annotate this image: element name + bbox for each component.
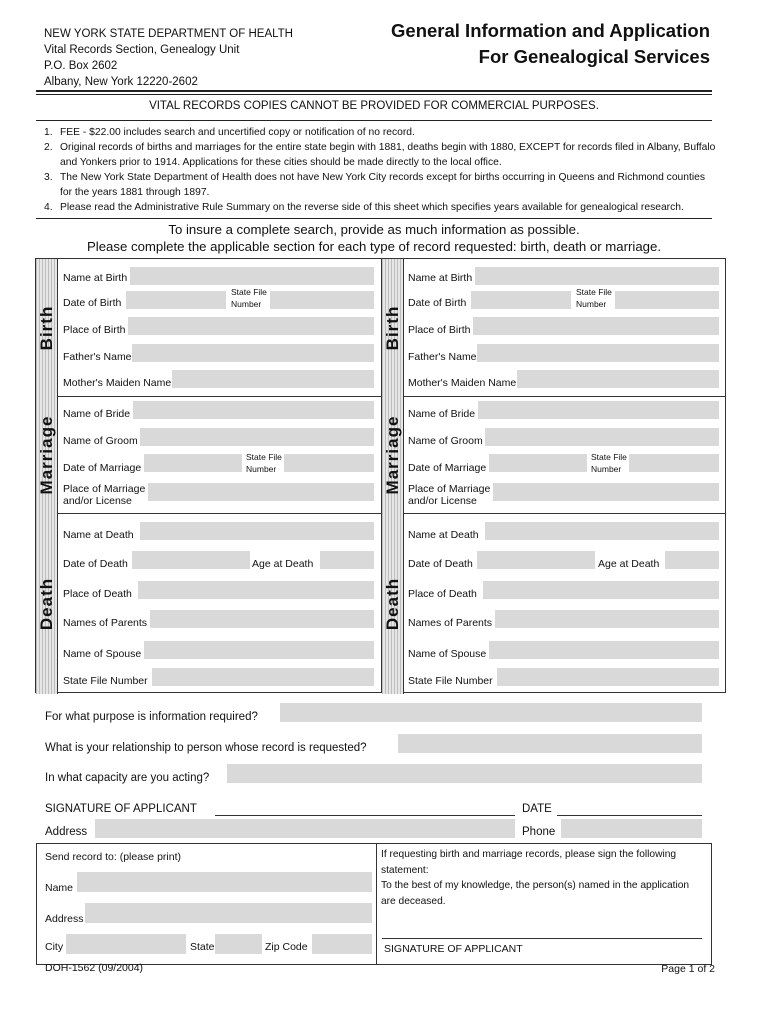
marriage-state-file-input[interactable] — [284, 454, 374, 472]
applicant-signature-line[interactable] — [215, 801, 515, 816]
state-file-number-label: State File Number — [408, 675, 493, 687]
age-at-death-input[interactable] — [665, 551, 719, 569]
form-title — [391, 18, 710, 70]
form-title-line2: For Genealogical Services — [478, 46, 710, 67]
name-of-spouse-label: Name of Spouse — [408, 648, 487, 660]
place-of-death-label: Place of Death — [408, 588, 477, 600]
date-of-marriage-label: Date of Marriage — [408, 462, 487, 474]
date-of-death-label: Date of Death — [408, 558, 473, 570]
phone-label: Phone — [522, 826, 556, 838]
form-title-line1: General Information and Application — [391, 20, 710, 41]
state-file-label: State File — [231, 287, 267, 297]
date-of-death-label: Date of Death — [63, 558, 128, 570]
instruction-item: 4. Please read the Administrative Rule Summary on the reverse side of this sheet which specifies years available for genealogical research. — [44, 202, 684, 213]
name-of-bride-input[interactable] — [133, 401, 374, 419]
mothers-maiden-name-input[interactable] — [172, 370, 374, 388]
instruction-item: 3. The New York State Department of Health does not have New York City records except for births occurring in Queens and Richmond counties for the years 1881 through 1897. — [44, 172, 706, 198]
fathers-name-input[interactable] — [477, 344, 719, 362]
name-at-death-input[interactable] — [485, 522, 719, 540]
marriage-band-left — [36, 396, 58, 513]
date-of-birth-label: Date of Birth — [63, 297, 122, 309]
birth-label: Birth — [36, 305, 56, 350]
agency-name: NEW YORK STATE DEPARTMENT OF HEALTH — [44, 28, 293, 40]
place-of-marriage-label: Place of Marriage and/or License — [408, 483, 491, 507]
date-label: DATE — [522, 803, 552, 815]
name-at-birth-input[interactable] — [475, 267, 719, 285]
send-name-input[interactable] — [77, 872, 372, 892]
relationship-question: What is your relationship to person whose record is requested? — [45, 742, 367, 754]
relationship-input[interactable] — [398, 734, 702, 753]
send-address-input[interactable] — [85, 903, 372, 923]
instruction-item: 2. Original records of births and marriages for the entire state begin with 1881, deaths begin with 1880, EXCEPT for records filed in Albany, Buffalo and Yonkers prior to 1914. Applications for these cities should be made directly to the local office. — [44, 142, 716, 168]
instructions-list — [36, 125, 716, 215]
mothers-maiden-name-input[interactable] — [517, 370, 719, 388]
name-of-groom-input[interactable] — [140, 428, 374, 446]
deceased-signature-line[interactable] — [382, 921, 702, 939]
send-record-divider — [376, 843, 377, 965]
name-of-spouse-label: Name of Spouse — [63, 648, 142, 660]
place-of-marriage-input[interactable] — [148, 483, 374, 501]
birth-state-file-input[interactable] — [615, 291, 719, 309]
mothers-maiden-name-label: Mother's Maiden Name — [63, 377, 172, 389]
state-file-number-label: Number — [246, 464, 277, 474]
marriage-label: Marriage — [382, 415, 402, 494]
instruction-item: 1. FEE - $22.00 includes search and uncertified copy or notification of no record. — [44, 127, 415, 138]
capacity-input[interactable] — [227, 764, 702, 783]
page-number: Page 1 of 2 — [661, 963, 715, 975]
place-of-death-label: Place of Death — [63, 588, 132, 600]
place-of-birth-label: Place of Birth — [408, 324, 471, 336]
send-city-label: City — [45, 941, 64, 953]
death-label: Death — [36, 577, 56, 630]
fathers-name-input[interactable] — [132, 344, 374, 362]
state-file-label: State File — [246, 452, 282, 462]
place-of-marriage-input[interactable] — [493, 483, 719, 501]
send-city-input[interactable] — [66, 934, 186, 954]
date-of-birth-label: Date of Birth — [408, 297, 467, 309]
date-of-death-input[interactable] — [477, 551, 595, 569]
birth-band-left — [36, 259, 58, 396]
date-of-marriage-label: Date of Marriage — [63, 462, 142, 474]
date-line[interactable] — [557, 801, 702, 816]
search-note — [36, 221, 712, 255]
name-of-groom-label: Name of Groom — [63, 435, 138, 447]
instructions-rule — [36, 218, 712, 219]
name-of-groom-input[interactable] — [485, 428, 719, 446]
names-of-parents-input[interactable] — [150, 610, 374, 628]
deceased-statement: If requesting birth and marriage records, please sign the following statement: To the best of my knowledge, the person(s) named in the application are deceased. — [381, 849, 690, 907]
name-at-birth-label: Name at Birth — [408, 272, 473, 284]
agency-unit: Vital Records Section, Genealogy Unit — [44, 44, 240, 56]
address-label: Address — [45, 826, 88, 838]
birth-band-right — [382, 259, 404, 396]
mothers-maiden-name-label: Mother's Maiden Name — [408, 377, 517, 389]
marriage-label: Marriage — [36, 415, 56, 494]
death-band-left — [36, 513, 58, 694]
marriage-state-file-input[interactable] — [629, 454, 719, 472]
commercial-notice: VITAL RECORDS COPIES CANNOT BE PROVIDED FOR COMMERCIAL PURPOSES. — [149, 100, 599, 112]
name-at-death-input[interactable] — [140, 522, 374, 540]
place-of-marriage-label: Place of Marriage and/or License — [63, 483, 146, 507]
name-of-spouse-input[interactable] — [489, 641, 719, 659]
age-at-death-input[interactable] — [320, 551, 374, 569]
fathers-name-label: Father's Name — [63, 351, 132, 363]
applicant-signature-label: SIGNATURE OF APPLICANT — [45, 803, 197, 815]
age-at-death-label: Age at Death — [598, 558, 660, 570]
state-file-number-label: Number — [591, 464, 622, 474]
date-of-birth-input[interactable] — [126, 291, 226, 309]
form-id: DOH-1562 (09/2004) — [45, 962, 144, 974]
send-record-heading: Send record to: (please print) — [45, 851, 181, 863]
place-of-death-input[interactable] — [138, 581, 374, 599]
search-note-line1: To insure a complete search, provide as much information as possible. — [168, 222, 580, 237]
agency-po-box: P.O. Box 2602 — [44, 60, 118, 72]
names-of-parents-label: Names of Parents — [408, 617, 493, 629]
place-of-birth-input[interactable] — [473, 317, 719, 335]
marriage-band-right — [382, 396, 404, 513]
section-divider — [36, 513, 725, 514]
place-of-birth-input[interactable] — [128, 317, 374, 335]
search-note-line2: Please complete the applicable section for each type of record requested: birth, death or marriage. — [87, 239, 661, 254]
capacity-question: In what capacity are you acting? — [45, 772, 210, 784]
agency-address — [44, 26, 293, 90]
fathers-name-label: Father's Name — [408, 351, 477, 363]
death-state-file-input[interactable] — [497, 668, 719, 686]
notice-rule — [36, 120, 712, 121]
purpose-input[interactable] — [280, 703, 702, 722]
death-band-right — [382, 513, 404, 694]
name-at-birth-input[interactable] — [130, 267, 374, 285]
state-file-number-label: Number — [231, 299, 262, 309]
state-file-label: State File — [591, 452, 627, 462]
name-of-groom-label: Name of Groom — [408, 435, 483, 447]
send-state-label: State — [190, 941, 215, 953]
header-rule — [36, 90, 712, 92]
birth-state-file-input[interactable] — [270, 291, 374, 309]
name-of-spouse-input[interactable] — [144, 641, 374, 659]
header-rule-thin — [36, 94, 712, 95]
name-of-bride-input[interactable] — [478, 401, 719, 419]
place-of-birth-label: Place of Birth — [63, 324, 126, 336]
name-at-death-label: Name at Death — [63, 529, 134, 541]
send-zip-label: Zip Code — [265, 941, 308, 953]
record-sections-grid — [35, 258, 726, 693]
send-name-label: Name — [45, 882, 74, 894]
send-state-input[interactable] — [215, 934, 262, 954]
date-of-marriage-input[interactable] — [144, 454, 242, 472]
date-of-marriage-input[interactable] — [489, 454, 587, 472]
send-address-label: Address — [45, 913, 84, 925]
state-file-number-label: Number — [576, 299, 607, 309]
names-of-parents-input[interactable] — [495, 610, 719, 628]
applicant-address-input[interactable] — [95, 819, 515, 838]
name-at-birth-label: Name at Birth — [63, 272, 128, 284]
agency-city: Albany, New York 12220-2602 — [44, 76, 198, 88]
name-at-death-label: Name at Death — [408, 529, 479, 541]
send-zip-input[interactable] — [312, 934, 372, 954]
age-at-death-label: Age at Death — [252, 558, 314, 570]
section-divider — [36, 396, 725, 397]
state-file-label: State File — [576, 287, 612, 297]
death-state-file-input[interactable] — [152, 668, 374, 686]
birth-label: Birth — [382, 305, 402, 350]
deceased-signature-label: SIGNATURE OF APPLICANT — [384, 943, 523, 955]
purpose-question: For what purpose is information required? — [45, 711, 258, 723]
place-of-death-input[interactable] — [483, 581, 719, 599]
date-of-birth-input[interactable] — [471, 291, 571, 309]
name-of-bride-label: Name of Bride — [63, 408, 131, 420]
names-of-parents-label: Names of Parents — [63, 617, 148, 629]
name-of-bride-label: Name of Bride — [408, 408, 476, 420]
state-file-number-label: State File Number — [63, 675, 148, 687]
phone-input[interactable] — [561, 819, 702, 838]
date-of-death-input[interactable] — [132, 551, 250, 569]
death-label: Death — [382, 577, 402, 630]
